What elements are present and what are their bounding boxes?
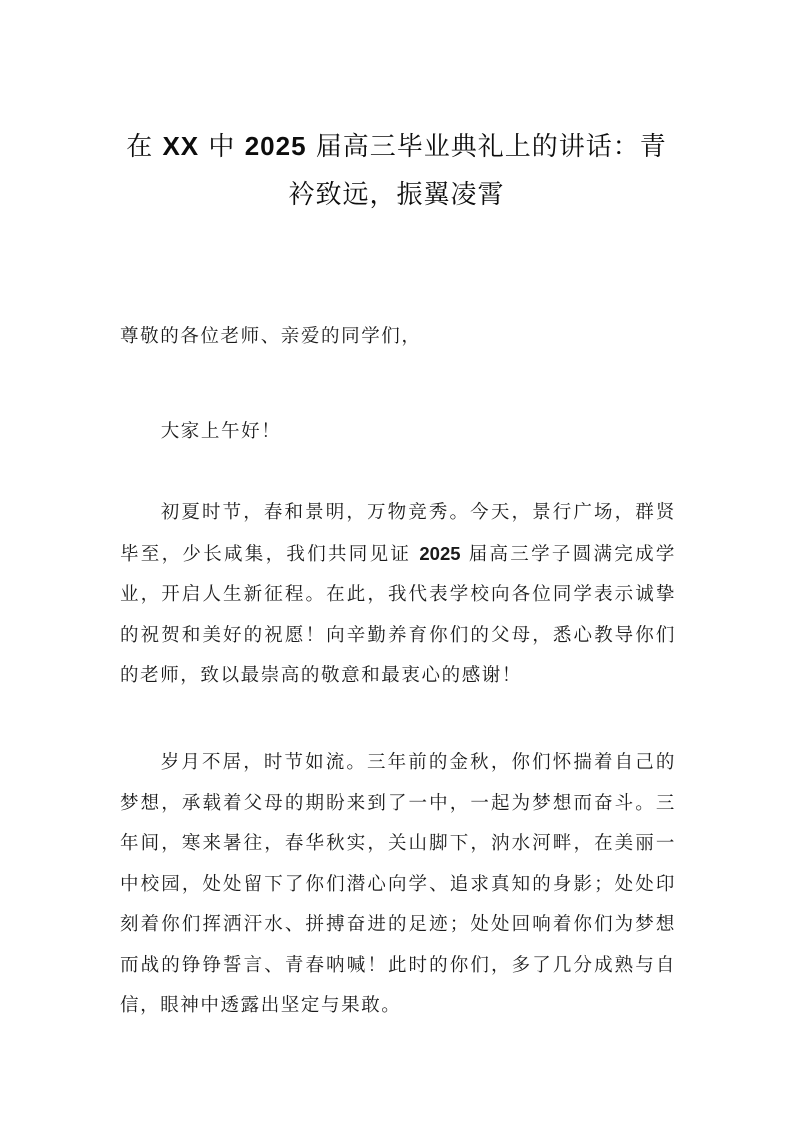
greeting: 大家上午好！ <box>160 421 282 442</box>
title-prefix: 在 <box>126 132 163 162</box>
title-school-name: XX <box>162 131 200 161</box>
salutation: 尊敬的各位老师、亲爱的同学们， <box>120 326 422 347</box>
paragraph-1 <box>120 493 676 697</box>
document-title <box>110 122 683 219</box>
title-suffix: 届高三毕业典礼上的讲话：青 <box>306 132 667 162</box>
paragraph-2: 岁月不居，时节如流。三年前的金秋，你们怀揣着自己的梦想，承载着父母的期盼来到了一中，一起为梦想而奋斗。三年间，寒来暑往，春华秋实，关山脚下，汭水河畔，在美丽一中校园，处处留下了你们潜心向学、追求真知的身影；处处印刻着你们挥洒汗水、拼搏奋进的足迹；处处回响着你们为梦想而战的铮铮誓言、青春呐喊！此时的你们，多了几分成熟与自信，眼神中透露出坚定与果敢。 <box>120 752 676 1016</box>
title-line2: 衿致远，振翼凌霄 <box>288 180 505 210</box>
title-mid: 中 <box>199 132 245 162</box>
paragraph-1-part2: 届高三学子圆满完成学业，开启人生新征程。在此，我代表学校向各位同学表示诚挚的祝贺和美好的祝愿！向辛勤养育你们的父母，悉心教导你们的老师，致以最崇高的敬意和最衷心的感谢！ <box>120 543 677 686</box>
paragraph-1-part1: 初夏时节，春和景明，万物竞秀。今天，景行广场，群贤毕至，少长咸集，我们共同见证 <box>120 502 676 565</box>
paragraph-1-year: 2025 <box>419 542 461 564</box>
title-year: 2025 <box>244 131 307 161</box>
